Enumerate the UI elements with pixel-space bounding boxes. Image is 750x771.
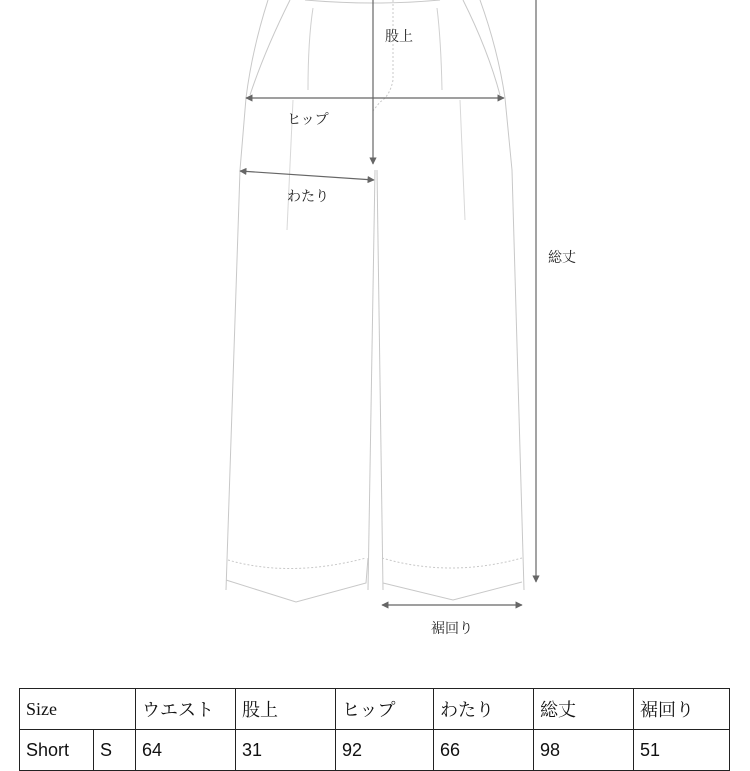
cell-hip: 92: [336, 730, 434, 771]
cell-size: S: [94, 730, 136, 771]
cell-type: Short: [20, 730, 94, 771]
header-hip: ヒップ: [336, 689, 434, 730]
header-rise: 股上: [236, 689, 336, 730]
header-hem: 裾回り: [634, 689, 730, 730]
thigh-arrow: [240, 171, 374, 180]
thigh-label: わたり: [287, 189, 329, 205]
table-row: [20, 730, 730, 771]
table-header-row: [20, 689, 730, 730]
header-thigh: わたり: [434, 689, 534, 730]
header-total-length: 総丈: [534, 689, 634, 730]
hip-label: ヒップ: [287, 112, 329, 128]
hem-label: 裾回り: [431, 621, 473, 637]
cell-thigh: 66: [434, 730, 534, 771]
rise-label: 股上: [385, 29, 413, 45]
size-table: [19, 688, 730, 771]
cell-hem: 51: [634, 730, 730, 771]
cell-total-length: 98: [534, 730, 634, 771]
cell-waist: 64: [136, 730, 236, 771]
total-length-label: 総丈: [548, 250, 576, 266]
header-waist: ウエスト: [136, 689, 236, 730]
cell-rise: 31: [236, 730, 336, 771]
header-size: Size: [20, 689, 136, 730]
